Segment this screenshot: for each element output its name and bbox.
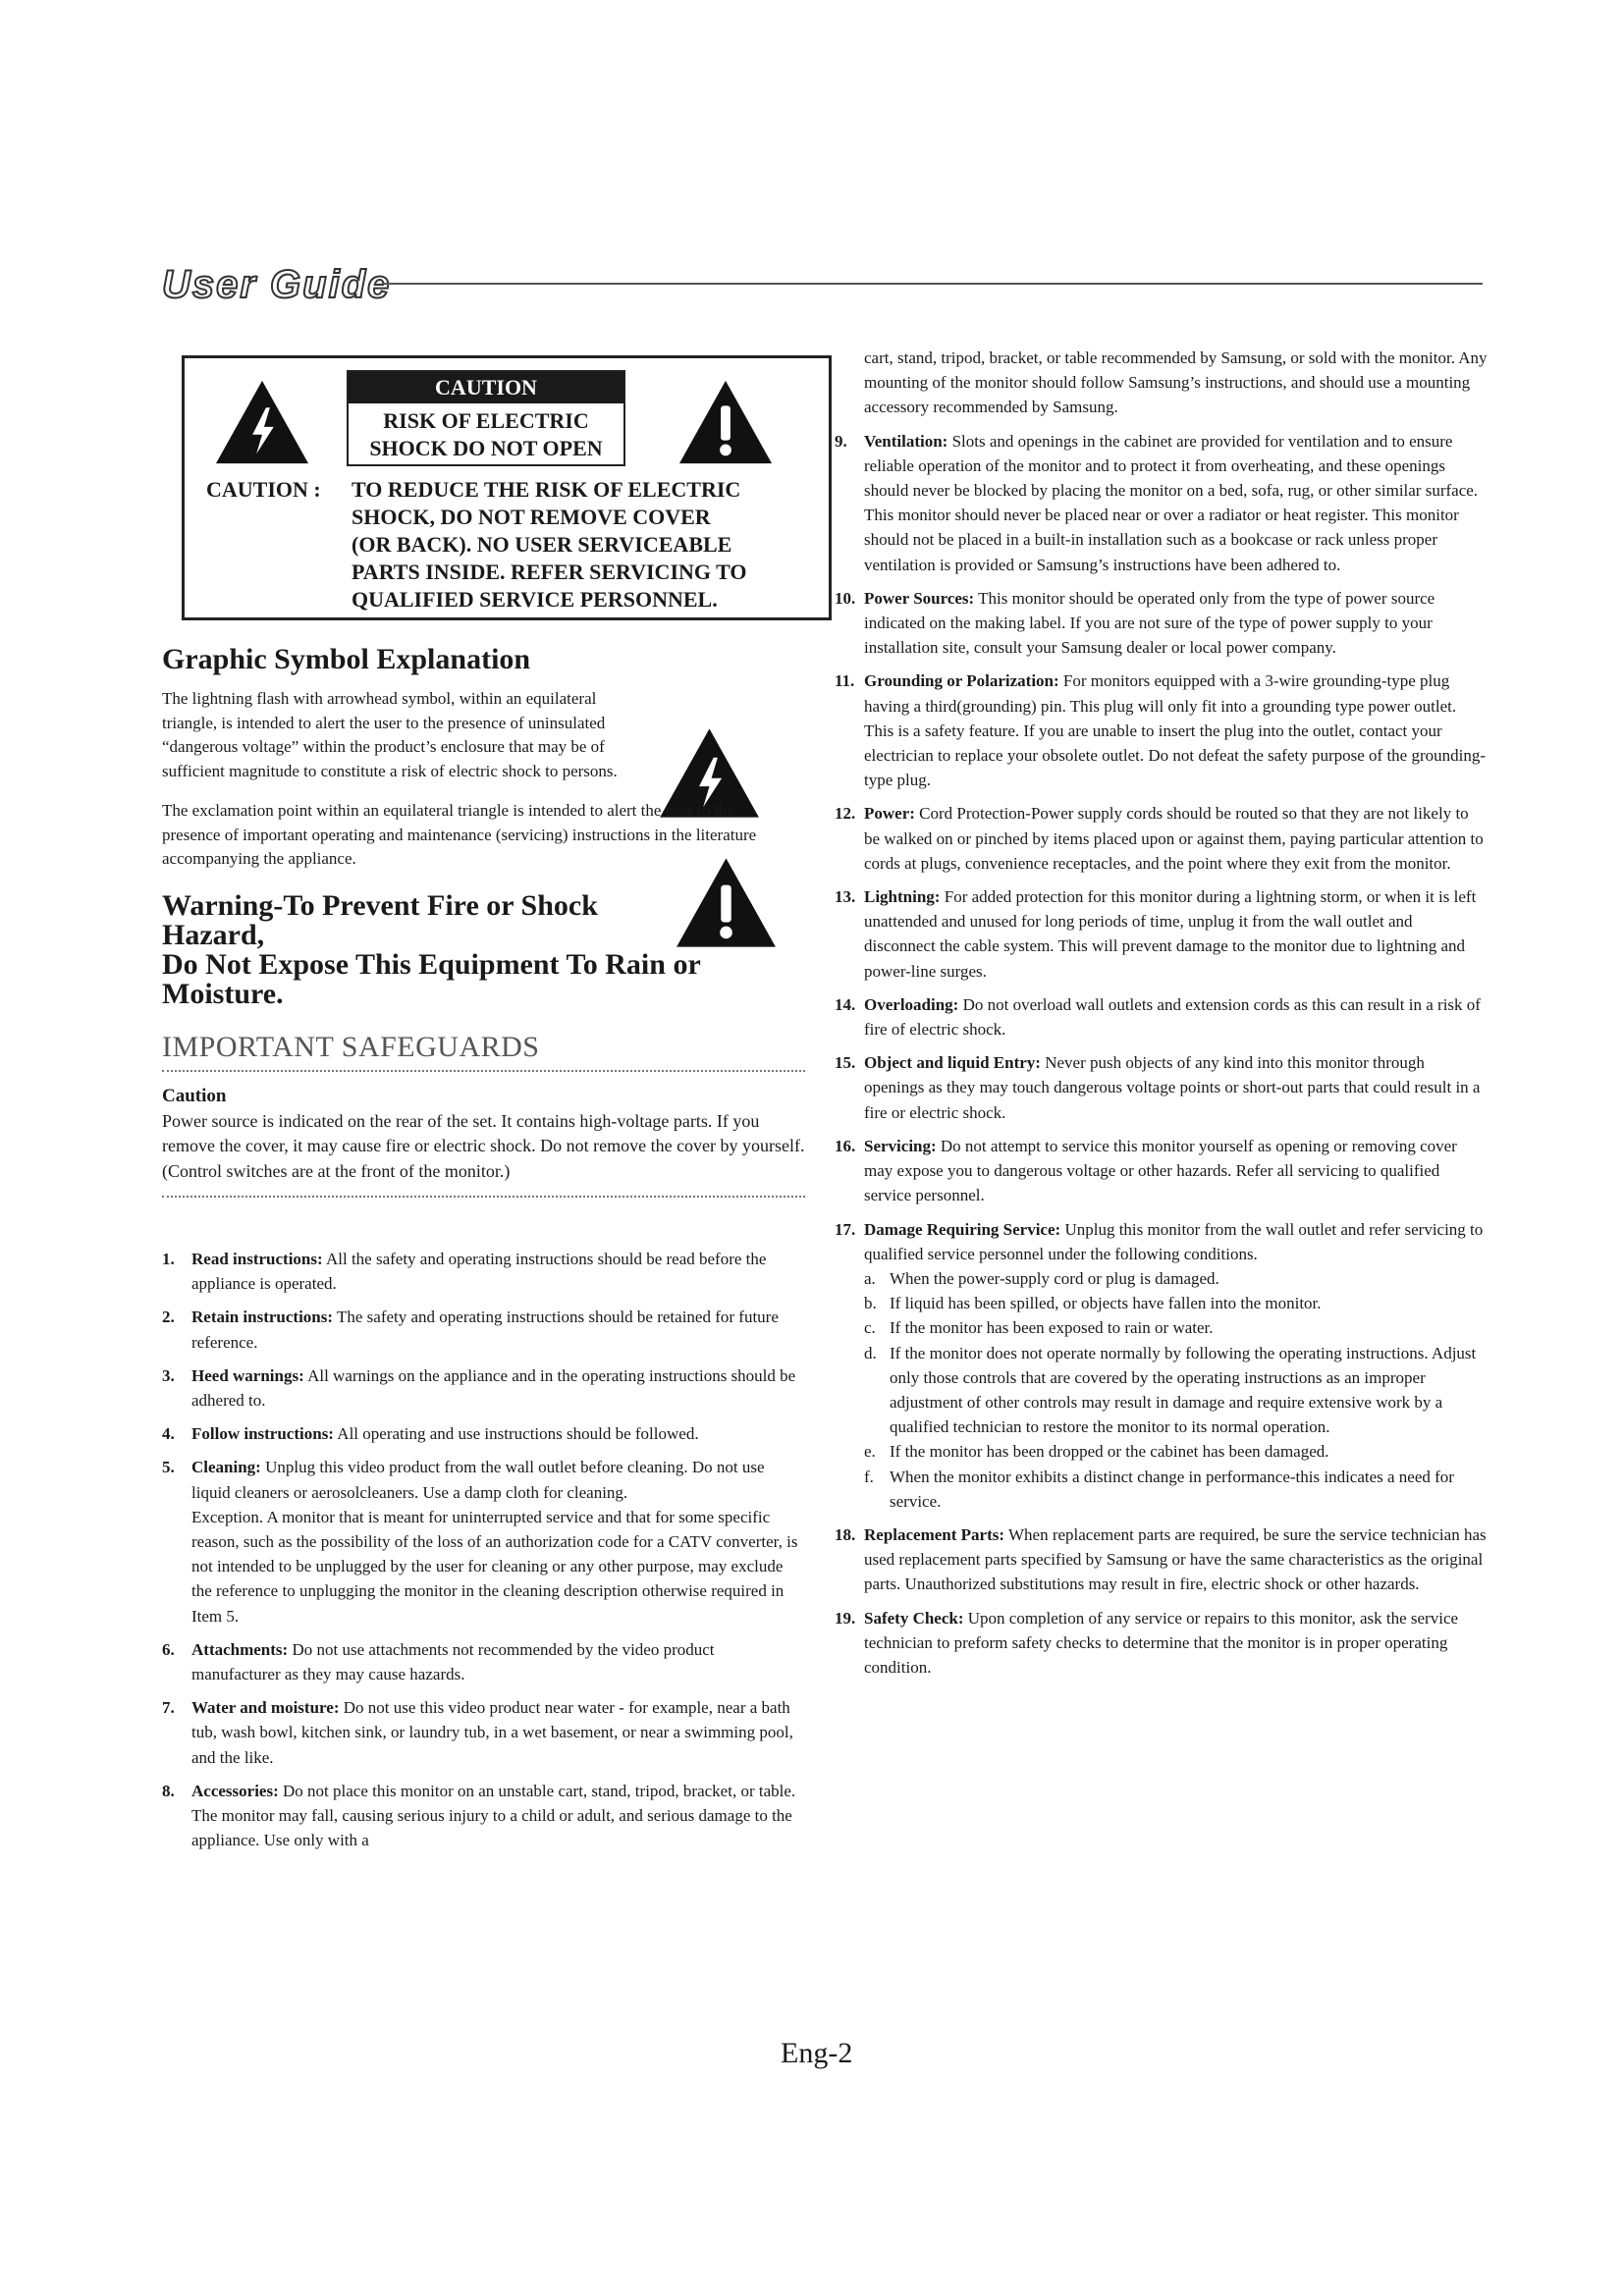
safety-item <box>162 1779 805 1853</box>
caution-label <box>347 370 625 466</box>
safety-item <box>835 429 1488 577</box>
item-number: 18. <box>835 1524 856 1544</box>
condition-item <box>864 1465 1488 1514</box>
caution-label-line1: RISK OF ELECTRIC <box>383 408 589 433</box>
item-title: Overloading: <box>864 994 959 1014</box>
safety-item <box>162 1637 805 1686</box>
caution-warning-line: PARTS INSIDE. REFER SERVICING TO <box>352 560 747 584</box>
item-title: Follow instructions: <box>191 1424 334 1444</box>
safeguards-title: IMPORTANT SAFEGUARDS <box>162 1030 540 1063</box>
safety-item <box>835 1606 1488 1681</box>
item-title: Safety Check: <box>864 1608 964 1628</box>
condition-text: When the monitor exhibits a distinct change in performance-this indicates a need for service. <box>890 1467 1454 1511</box>
caution-label-text <box>349 403 623 464</box>
item-title: Retain instructions: <box>191 1308 334 1327</box>
caution-label-head: CAUTION <box>349 372 623 403</box>
item-number: 8. <box>162 1781 175 1800</box>
safety-item <box>162 1421 805 1446</box>
item-number: 7. <box>162 1698 175 1718</box>
safety-list-left <box>162 1247 805 1852</box>
item-number: 3. <box>162 1365 175 1385</box>
condition-item <box>864 1291 1488 1315</box>
safety-item <box>162 1305 805 1354</box>
item-title: Lightning: <box>864 887 941 907</box>
item-number: 17. <box>835 1219 856 1239</box>
condition-text: If the monitor has been dropped or the cabinet has been damaged. <box>890 1442 1329 1462</box>
item-extra-text: Exception. A monitor that is meant for uninterrupted service and that for some specific reason, such as the possibility of the loss of an authorization code for a CATV converter, is not intended to be unplugged by the user for cleaning or any other purpose, may exclude the reference to unplugging the monitor in the cleaning description otherwise required in Item 5. <box>191 1507 798 1626</box>
item-text: Slots and openings in the cabinet are provided for ventilation and to ensure reliable operation of the monitor and to protect it from overheating, and these openings should never be blocked by placing the monitor on a bed, sofa, rug, or other similar surface. This monitor should never be placed near or over a radiator or heat register. This monitor should not be placed in a built-in installation such as a bookcase or rack unless proper ventilation is provided or Samsung’s instructions have been adhered to. <box>864 431 1479 574</box>
item-text: Unplug this video product from the wall outlet before cleaning. Do not use liquid cleaners or aerosolcleaners. Use a damp cloth for cleaning. <box>191 1458 765 1502</box>
item-title: Read instructions: <box>191 1250 323 1268</box>
item-text: The safety and operating instructions should be retained for future reference. <box>191 1308 779 1352</box>
condition-item <box>864 1341 1488 1440</box>
item-number: 6. <box>162 1639 175 1659</box>
caution-warning-line: QUALIFIED SERVICE PERSONNEL. <box>352 587 718 612</box>
safety-list-right <box>835 346 1488 1680</box>
caution-warning-prefix: CAUTION : <box>206 477 321 502</box>
safety-item <box>835 884 1488 984</box>
item-text: All the safety and operating instructions should be read before the appliance is operated. <box>191 1250 767 1294</box>
item-text: Do not overload wall outlets and extension cords as this can result in a risk of fire of electric shock. <box>864 994 1481 1040</box>
condition-letter: c. <box>864 1318 876 1338</box>
dotted-divider <box>162 1070 805 1072</box>
item-text: This monitor should be operated only from the type of power source indicated on the making label. If you are not sure of the type of power supply to your installation site, consult your Samsung dealer or local power company. <box>864 588 1435 658</box>
safety-item <box>162 1455 805 1628</box>
safety-item <box>835 1050 1488 1125</box>
item-number: 13. <box>835 887 856 907</box>
caution-box <box>182 355 832 620</box>
exclamation-warning-icon <box>677 378 774 466</box>
safety-item <box>162 1695 805 1770</box>
safety-item <box>835 1217 1488 1514</box>
caution-warning-line: SHOCK, DO NOT REMOVE COVER <box>352 505 711 529</box>
warning-line: Do Not Expose This Equipment To Rain or <box>162 947 701 981</box>
safety-item <box>835 801 1488 876</box>
condition-text: When the power-supply cord or plug is damaged. <box>890 1268 1219 1288</box>
condition-text: If the monitor does not operate normally by following the operating instructions. Adjust only those controls that are covered by the operating instructions as an improper adjustment of other controls may result in damage and require extensive work by a qualified technician to restore the monitor to its normal operation. <box>890 1343 1477 1437</box>
user-guide-logo: User Guide <box>162 263 392 306</box>
item-title: Replacement Parts: <box>864 1524 1005 1544</box>
safety-item <box>835 992 1488 1041</box>
item-title: Attachments: <box>191 1639 289 1659</box>
page-header <box>162 263 1483 306</box>
item-title: Ventilation: <box>864 431 948 451</box>
item-text: Do not place this monitor on an unstable cart, stand, tripod, bracket, or table. The monitor may fall, causing serious injury to a child or adult, and serious damage to the appliance. Use only with a <box>191 1781 796 1850</box>
lightning-warning-icon <box>214 378 310 466</box>
safety-item <box>835 1134 1488 1208</box>
item-number: 1. <box>162 1250 175 1268</box>
item-number: 12. <box>835 804 856 824</box>
item-number: 2. <box>162 1308 175 1327</box>
exclamation-explanation-text: The exclamation point within an equilateral triangle is intended to alert the user to the presence of important operating and maintenance (servicing) instructions in the literature accompanying the appliance. <box>162 801 757 868</box>
item-title: Power: <box>864 804 915 824</box>
item-number: 11. <box>835 671 855 691</box>
item-title: Heed warnings: <box>191 1365 304 1385</box>
item-text: Upon completion of any service or repairs to this monitor, ask the service technician to preform safety checks to determine that the monitor is in proper operating condition. <box>864 1608 1459 1677</box>
item-text: Do not use this video product near water - for example, near a bath tub, wash bowl, kitchen sink, or laundry tub, in a wet basement, or near a swimming pool, and the like. <box>191 1698 793 1767</box>
item-number: 4. <box>162 1424 175 1444</box>
item-title: Cleaning: <box>191 1458 261 1477</box>
condition-letter: e. <box>864 1442 876 1462</box>
item-text: Do not use attachments not recommended by the video product manufacturer as they may cause hazards. <box>191 1639 715 1684</box>
safeguards-caution-body: Power source is indicated on the rear of the set. It contains high-voltage parts. If you remove the cover, it may cause fire or electric shock. Do not remove the cover by yourself. (Control switches are at the front of the monitor.) <box>162 1110 805 1181</box>
item-title: Object and liquid Entry: <box>864 1053 1041 1073</box>
item-text: All warnings on the appliance and in the operating instructions should be adhered to. <box>191 1365 796 1411</box>
warning-line: Warning-To Prevent Fire or Shock <box>162 888 598 922</box>
condition-item <box>864 1439 1488 1464</box>
condition-letter: a. <box>864 1268 876 1288</box>
lightning-explanation <box>162 687 805 783</box>
item-text: Never push objects of any kind into this monitor through openings as they may touch dangerous voltage points or short-out parts that could result in a fire or electric shock. <box>864 1053 1481 1122</box>
item-text: When replacement parts are required, be sure the service technician has used replacement parts specified by Samsung or have the same characteristics as the original parts. Unauthorized substitutions may result in fire, electric shock or other hazards. <box>864 1524 1487 1594</box>
condition-letter: f. <box>864 1467 874 1486</box>
item-number: 19. <box>835 1608 856 1628</box>
page-number: Eng-2 <box>781 2037 853 2069</box>
exclamation-explanation <box>162 799 805 872</box>
caution-label-line2: SHOCK DO NOT OPEN <box>369 436 603 460</box>
caution-warning-lines <box>352 476 803 614</box>
item-text: All operating and use instructions should be followed. <box>337 1424 699 1444</box>
item-title: Servicing: <box>864 1136 937 1155</box>
safety-item <box>162 1247 805 1296</box>
item-title: Water and moisture: <box>191 1698 340 1718</box>
caution-warning-line: TO REDUCE THE RISK OF ELECTRIC <box>352 477 741 502</box>
item-text: For monitors equipped with a 3-wire grounding-type plug having a third(grounding) pin. This plug will only fit into a grounding type power outlet. This is a safety feature. If you are unable to insert the plug into the outlet, contact your electrician to replace your obsolete outlet. Do not defeat the safety purpose of the grounding-type plug. <box>864 671 1487 790</box>
caution-warning-line: (OR BACK). NO USER SERVICEABLE <box>352 532 732 557</box>
item-number: 10. <box>835 588 856 608</box>
condition-item <box>864 1266 1488 1291</box>
safety-item-continued <box>835 346 1488 420</box>
item-title: Power Sources: <box>864 588 975 608</box>
graphic-symbol-title: Graphic Symbol Explanation <box>162 643 531 675</box>
item-number: 5. <box>162 1458 175 1477</box>
condition-item <box>864 1315 1488 1340</box>
lightning-explanation-text: The lightning flash with arrowhead symbol, within an equilateral triangle, is intended to alert the user to the presence of uninsulated “dangerous voltage” within the product’s enclosure that may be of sufficient magnitude to constitute a risk of electric shock to persons. <box>162 689 618 780</box>
safety-item <box>835 1522 1488 1597</box>
safety-item <box>835 668 1488 792</box>
safeguards-caution-head: Caution <box>162 1085 227 1106</box>
item-number: 9. <box>835 431 847 451</box>
header-rule <box>383 283 1483 285</box>
item-number: 16. <box>835 1136 856 1155</box>
right-column <box>835 346 1488 1688</box>
item-text: Cord Protection-Power supply cords should be routed so that they are not likely to be walked on or pinched by items placed upon or against them, paying particular attention to cords at plugs, convenience receptacles, and the point where they exit from the monitor. <box>864 804 1484 873</box>
condition-text: If the monitor has been exposed to rain or water. <box>890 1318 1214 1338</box>
item-number: 14. <box>835 994 856 1014</box>
warning-line: Hazard, <box>162 918 265 951</box>
exclamation-symbol-icon <box>675 856 778 949</box>
item-text: For added protection for this monitor during a lightning storm, or when it is left unattended and unused for long periods of time, unplug it from the wall outlet and disconnect the cable system. This will prevent damage to the monitor due to lightning and power-line surges. <box>864 887 1477 981</box>
item-text: Do not attempt to service this monitor yourself as opening or removing cover may expose you to dangerous voltage or other hazards. Refer all servicing to qualified service personnel. <box>864 1136 1457 1205</box>
warning-line: Moisture. <box>162 977 284 1010</box>
damage-conditions-list <box>864 1266 1488 1514</box>
condition-letter: b. <box>864 1294 877 1313</box>
safety-item <box>835 586 1488 661</box>
item-text: Unplug this monitor from the wall outlet and refer servicing to qualified service personnel under the following conditions. <box>864 1219 1484 1263</box>
condition-letter: d. <box>864 1343 877 1362</box>
item-title: Grounding or Polarization: <box>864 671 1059 691</box>
item-title: Accessories: <box>191 1781 279 1800</box>
condition-text: If liquid has been spilled, or objects have fallen into the monitor. <box>890 1294 1322 1313</box>
item-text: cart, stand, tripod, bracket, or table recommended by Samsung, or sold with the monitor. Any mounting of the monitor should follow Samsung’s instructions, and should use a mounting accessory recommended by Samsung. <box>864 348 1488 417</box>
left-column <box>162 355 805 1861</box>
safety-item <box>162 1363 805 1413</box>
item-title: Damage Requiring Service: <box>864 1219 1061 1239</box>
item-number: 15. <box>835 1053 856 1073</box>
dotted-divider <box>162 1196 805 1198</box>
